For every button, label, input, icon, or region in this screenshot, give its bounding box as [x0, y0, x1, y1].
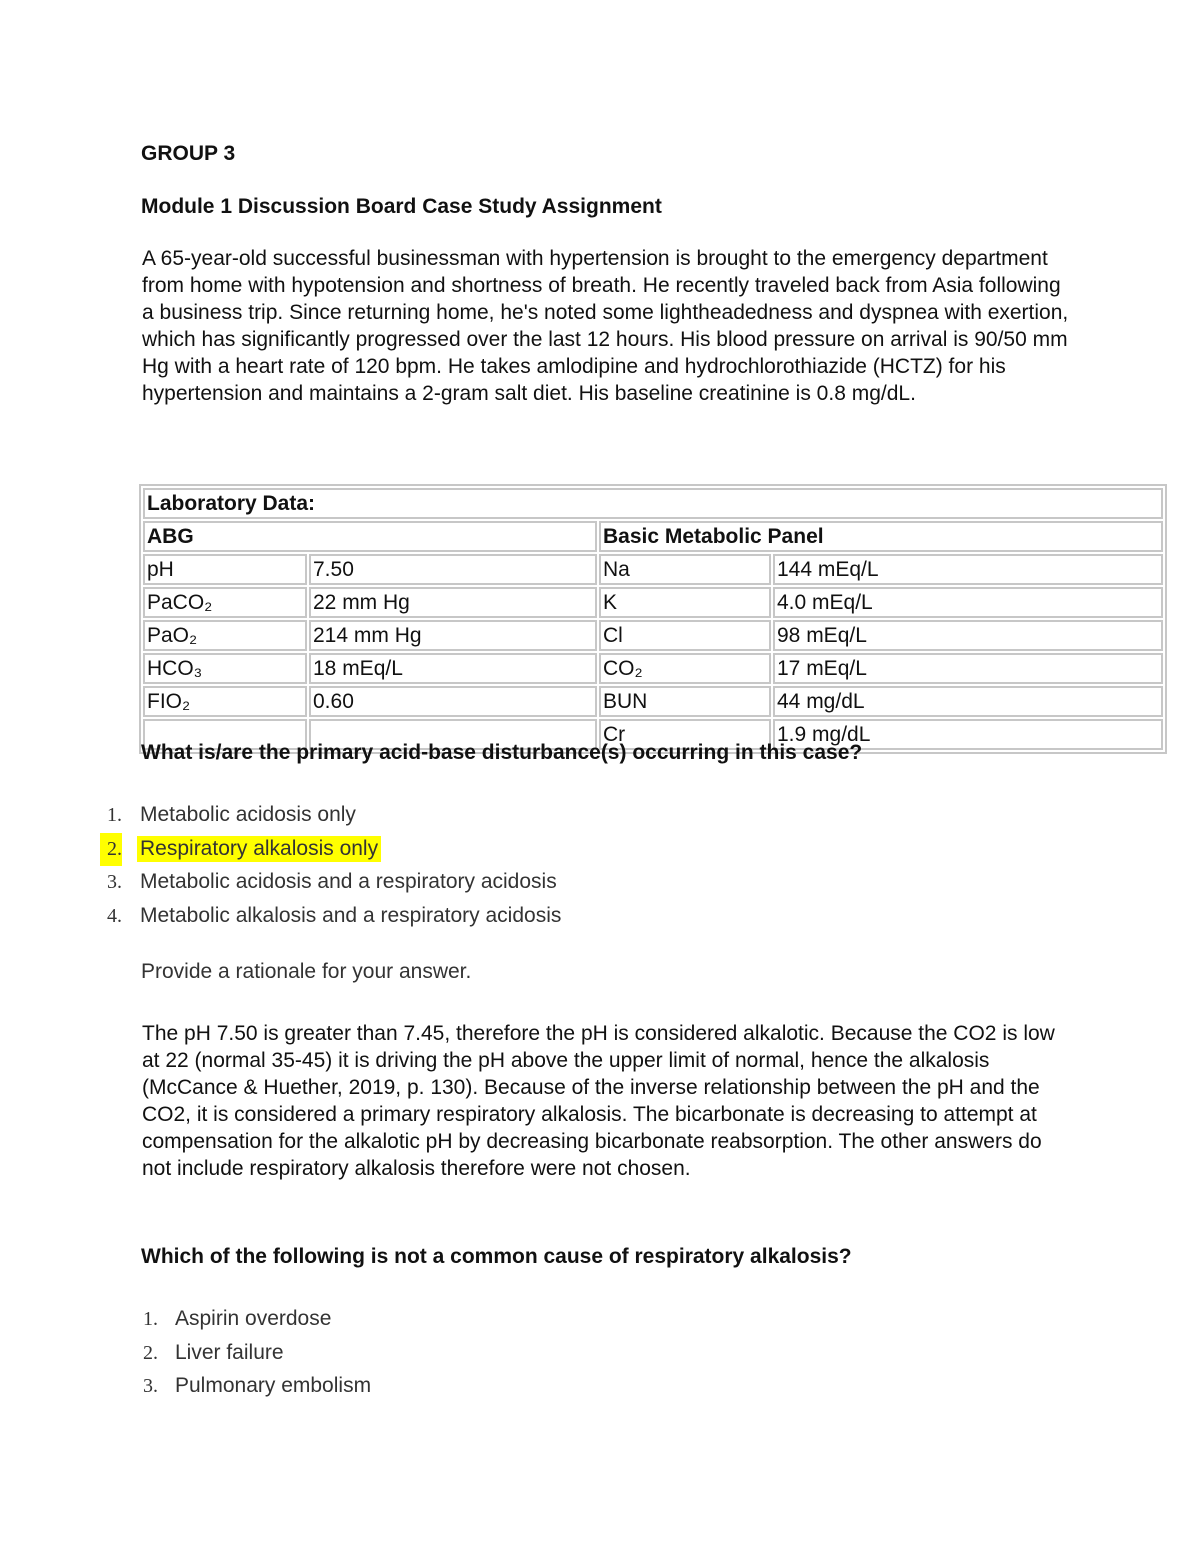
bmp-value: 144 mEq/L: [773, 554, 1163, 585]
laboratory-data-table: [139, 484, 1167, 754]
abg-value: 0.60: [309, 686, 597, 717]
option-text: Liver failure: [175, 1340, 284, 1364]
option-text: Aspirin overdose: [175, 1307, 332, 1330]
bmp-label: K: [599, 587, 771, 618]
bmp-label: CO₂: [599, 653, 771, 684]
bmp-value: 17 mEq/L: [773, 653, 1163, 684]
abg-value: 214 mm Hg: [309, 620, 597, 651]
list-item: [100, 899, 564, 933]
list-item: [110, 1369, 374, 1403]
document-title: Module 1 Discussion Board Case Study Assignment: [141, 195, 662, 218]
bmp-value: 98 mEq/L: [773, 620, 1163, 651]
rationale-paragraph: The pH 7.50 is greater than 7.45, therefore the pH is considered alkalotic. Because the CO2 is low at 22 (normal 35-45) it is driving the pH above the upper limit of normal, hence the alkalosis (McCance & Huether, 2019, p. 130). Because of the inverse relationship between the pH and the CO2, it is considered a primary respiratory alkalosis. The bicarbonate is decreasing to attempt at compensation for the alkalotic pH by decreasing bicarbonate reabsorption. The other answers do not include respiratory alkalosis therefore were not chosen.: [142, 1022, 1055, 1180]
bmp-value: 1.9 mg/dL: [773, 719, 1163, 750]
option-number: 3.: [107, 871, 122, 893]
abg-label: PaO₂: [143, 620, 307, 651]
question-2-options: [110, 1302, 374, 1403]
option-text: Pulmonary embolism: [175, 1374, 372, 1397]
bmp-value: 44 mg/dL: [773, 686, 1163, 717]
rationale-prompt: Provide a rationale for your answer.: [141, 960, 472, 983]
list-item: [110, 1336, 374, 1370]
table-row: [143, 554, 1163, 585]
lab-title: Laboratory Data:: [143, 488, 1163, 519]
option-number: 1.: [107, 804, 122, 826]
group-heading: GROUP 3: [141, 142, 236, 165]
table-row: [143, 620, 1163, 651]
option-text: Metabolic alkalosis and a respiratory acidosis: [140, 903, 562, 927]
case-paragraph: A 65-year-old successful businessman with hypertension is brought to the emergency department from home with hypotension and shortness of breath. He recently traveled back from Asia following a business trip. Since returning home, he's noted some lightheadedness and dyspnea with exertion, which has significantly progressed over the last 12 hours. His blood pressure on arrival is 90/50 mm Hg with a heart rate of 120 bpm. He takes amlodipine and hydrochlorothiazide (HCTZ) for his hypertension and maintains a 2-gram salt diet. His baseline creatinine is 0.8 mg/dL.: [142, 247, 1069, 405]
abg-value: 7.50: [309, 554, 597, 585]
bmp-label: BUN: [599, 686, 771, 717]
list-item: [100, 798, 564, 832]
list-item-selected-answer: [100, 832, 564, 866]
bmp-label: Cl: [599, 620, 771, 651]
option-number: 2.: [100, 833, 122, 867]
table-row: [143, 686, 1163, 717]
abg-header: ABG: [143, 521, 597, 552]
abg-label: FIO₂: [143, 686, 307, 717]
bmp-label: Na: [599, 554, 771, 585]
option-text-highlighted: Respiratory alkalosis only: [137, 836, 381, 862]
list-item: [110, 1302, 374, 1336]
option-text: Metabolic acidosis only: [140, 803, 356, 826]
lab-header-row: [143, 521, 1163, 552]
question-1-options: [100, 798, 564, 932]
bmp-value: 4.0 mEq/L: [773, 587, 1163, 618]
abg-label: HCO₃: [143, 653, 307, 684]
list-item: [100, 865, 564, 899]
option-number: 1.: [143, 1308, 158, 1330]
abg-value: 18 mEq/L: [309, 653, 597, 684]
abg-label: pH: [143, 554, 307, 585]
option-number: 2.: [143, 1341, 158, 1364]
option-number: 4.: [107, 904, 122, 927]
option-text: Metabolic acidosis and a respiratory acidosis: [140, 870, 557, 893]
abg-value: 22 mm Hg: [309, 587, 597, 618]
abg-label: PaCO₂: [143, 587, 307, 618]
question-1: What is/are the primary acid-base disturbance(s) occurring in this case?: [141, 741, 863, 764]
table-row: [143, 653, 1163, 684]
table-row: [143, 587, 1163, 618]
option-number: 3.: [143, 1375, 158, 1397]
bmp-header: Basic Metabolic Panel: [599, 521, 1163, 552]
lab-title-row: [143, 488, 1163, 519]
bmp-label: Cr: [599, 719, 771, 750]
question-2: Which of the following is not a common cause of respiratory alkalosis?: [141, 1245, 852, 1268]
